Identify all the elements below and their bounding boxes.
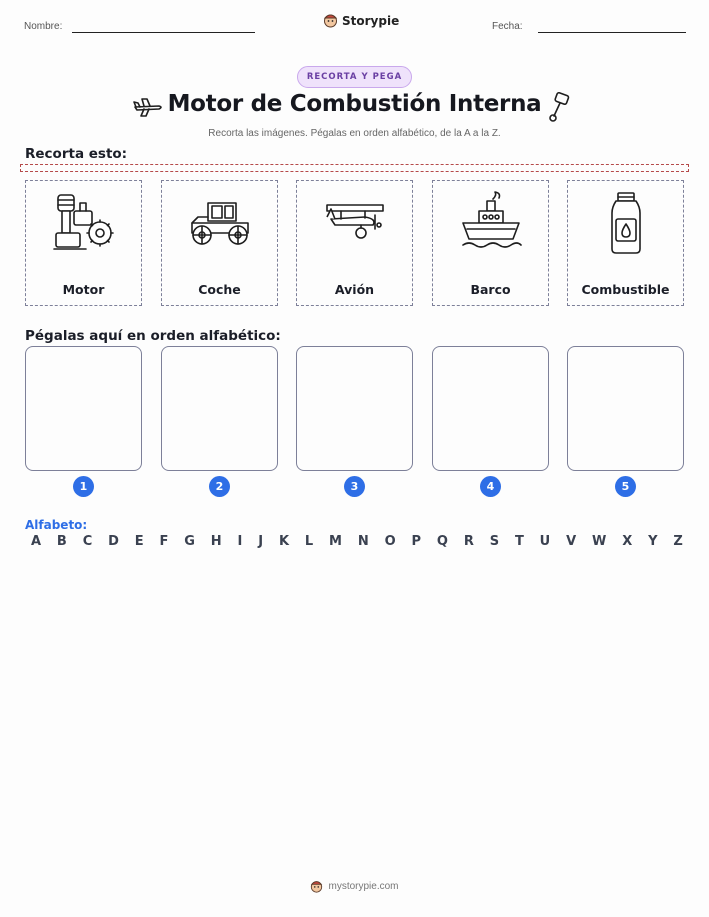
alphabet-letter: Z: [673, 534, 683, 549]
piston-decoration-icon: [547, 92, 573, 122]
alphabet-letter: O: [384, 534, 396, 549]
alphabet-letter: N: [357, 534, 369, 549]
mascot-icon: [310, 880, 323, 893]
alphabet-letter: S: [489, 534, 500, 549]
alphabet-letter: A: [31, 534, 42, 549]
paste-section-label: Pégalas aquí en orden alfabético:: [25, 328, 281, 344]
alphabet-letter: D: [108, 534, 119, 549]
alphabet-letter: W: [592, 534, 607, 549]
alphabet-row: [31, 534, 683, 549]
alphabet-letter: P: [411, 534, 422, 549]
alphabet-label: Alfabeto:: [25, 518, 88, 532]
slot-number: 1: [73, 476, 94, 497]
slot-number: 5: [615, 476, 636, 497]
date-field[interactable]: [538, 32, 686, 33]
logo-text: Storypie: [342, 13, 400, 28]
cut-line: [20, 164, 689, 172]
instructions: Recorta las imágenes. Pégalas en orden alfabético, de la A a la Z.: [208, 128, 501, 139]
alphabet-letter: U: [539, 534, 551, 549]
alphabet-letter: B: [56, 534, 67, 549]
alphabet-letter: Y: [648, 534, 658, 549]
paste-slot-5[interactable]: [567, 346, 684, 471]
alphabet-letter: R: [463, 534, 474, 549]
engine-icon: [50, 189, 118, 257]
alphabet-letter: H: [210, 534, 222, 549]
fuel-bottle-icon: [592, 189, 660, 257]
cut-card-motor[interactable]: [25, 180, 142, 306]
boat-icon: [457, 189, 525, 257]
cut-card-avion[interactable]: [296, 180, 413, 306]
alphabet-letter: T: [514, 534, 524, 549]
alphabet-letter: J: [258, 534, 264, 549]
card-label: Coche: [198, 282, 241, 297]
alphabet-letter: F: [159, 534, 169, 549]
paste-slot-2[interactable]: [161, 346, 278, 471]
paste-slot-3[interactable]: [296, 346, 413, 471]
paste-slot-1[interactable]: [25, 346, 142, 471]
airplane-icon: [321, 189, 389, 257]
footer: [0, 880, 709, 893]
alphabet-letter: V: [566, 534, 577, 549]
mascot-icon: [323, 13, 338, 28]
name-field[interactable]: [72, 32, 255, 33]
slot-number: 2: [209, 476, 230, 497]
footer-url[interactable]: mystorypie.com: [328, 881, 399, 892]
activity-badge: RECORTA Y PEGA: [297, 66, 412, 88]
alphabet-letter: Q: [436, 534, 448, 549]
alphabet-letter: G: [184, 534, 195, 549]
card-label: Avión: [334, 282, 375, 297]
alphabet-letter: E: [134, 534, 144, 549]
card-label: Barco: [470, 282, 511, 297]
cut-section-label: Recorta esto:: [25, 146, 128, 162]
paste-slot-4[interactable]: [432, 346, 549, 471]
alphabet-letter: L: [304, 534, 314, 549]
cut-card-combustible[interactable]: [567, 180, 684, 306]
alphabet-letter: C: [82, 534, 93, 549]
card-label: Combustible: [581, 282, 670, 297]
car-icon: [186, 189, 254, 257]
slot-number: 4: [480, 476, 501, 497]
page-title: Motor de Combustión Interna: [167, 91, 542, 117]
alphabet-letter: I: [237, 534, 243, 549]
slot-number: 3: [344, 476, 365, 497]
date-label: Fecha:: [492, 21, 523, 32]
alphabet-letter: K: [278, 534, 290, 549]
card-label: Motor: [62, 282, 105, 297]
cut-card-coche[interactable]: [161, 180, 278, 306]
name-label: Nombre:: [24, 21, 63, 32]
alphabet-letter: M: [329, 534, 342, 549]
alphabet-letter: X: [622, 534, 633, 549]
storypie-logo: [323, 13, 399, 28]
cut-card-barco[interactable]: [432, 180, 549, 306]
